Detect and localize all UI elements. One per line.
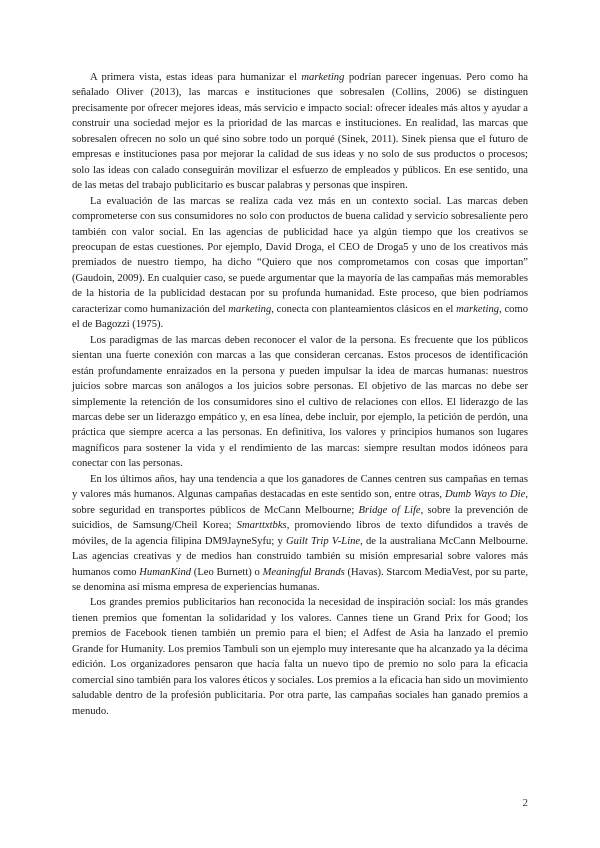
italic-text-run: HumanKind bbox=[139, 566, 192, 578]
text-run: (Leo Burnett) o bbox=[191, 566, 263, 578]
text-run: (Havas). Starcom MediaVest, por su parte, se denomina así misma empresa de experiencias humanas. bbox=[72, 566, 528, 593]
paragraph-2 bbox=[72, 194, 528, 333]
paragraph-5 bbox=[72, 595, 528, 719]
italic-text-run: marketing bbox=[301, 72, 345, 83]
text-run: Los grandes premios publicitarios han reconocida la necesidad de inspiración social: los más grandes tienen premios que fomentan la solidaridad y los valores. Cannes tiene un Grand Prix for Good; los premios de Facebook tienen también un premio para el bien; el Adfest de Asia ha lanzado el premio Grande for Humanity. Los premios Tambuli son un ejemplo muy interesante que ha alcanzado ya la décima edición. Los organizadores pensaron que hacía falta un nuevo tipo de premio no solo para la eficacia comercial sino también para los valores éticos y sociales. Los premios a la eficacia han sido un movimiento saludable dentro de la profesión publicitaria. Por otra parte, las campañas sociales han ganado premios a menudo. bbox=[72, 597, 528, 717]
page-number: 2 bbox=[522, 797, 528, 809]
text-run: En los últimos años, hay una tendencia a que los ganadores de Cannes centren sus campañas en temas y valores más humanos. Algunas campañas destacadas en este sentido son, entre otras, bbox=[72, 473, 528, 501]
text-run: podrían parecer ingenuas. Pero como ha señalado Oliver (2013), las marcas e instituciones que sobresalen (Collins, 2006) se distinguen precisamente por ofrecer mejores ideas, más servicio e impacto social: ofrecer ideales más altos y ayudar a construir una sociedad mejor es la prioridad de las marcas e instituciones. En realidad, las marcas que sobresalen ofrecen no solo un qué sino sobre todo un porqué (Sinek, 2011). Sinek piensa que el futuro de empresas e instituciones pasa por mejorar la calidad de sus ideas y no solo de sus productos o procesos; solo las ideas con calado conseguirán movilizar el esfuerzo de empleados y públicos. En ese sentido, una de las metas del trabajo publicitario es buscar palabras y personas que inspiren. bbox=[72, 72, 529, 192]
italic-text-run: Guilt Trip V-Line bbox=[286, 535, 361, 547]
document-page bbox=[72, 70, 528, 719]
text-run: , sobre seguridad en transportes públicos de McCann Melbourne; bbox=[72, 489, 528, 516]
text-run: La evaluación de las marcas se realiza cada vez más en un contexto social. Las marcas deben comprometerse con sus consumidores no solo con productos de buena calidad y servicio sobresaliente pero también con valor social. En las agencias de publicidad hace ya algún tiempo que los creativos se preocupan de estas cuestiones. Por ejemplo, David Droga, el CEO de Droga5 y uno de los creativos más premiados de nuestro tiempo, ha dicho “Quiero que nos comprometamos con cosas que importan” (Gaudoin, 2009). En cualquier caso, se puede argumentar que la mayoría de las campañas más memorables de la historia de la publicidad destacan por su profunda humanidad. Este proceso, que bien podríamos caracterizar como humanización del bbox=[72, 195, 528, 315]
text-run: , conecta con planteamientos clásicos en el bbox=[271, 303, 457, 315]
text-run: , promoviendo libros de texto difundidos a través de móviles, de la agencia filipina DM9JayneSyfu; y bbox=[72, 520, 528, 547]
text-run: , de la australiana McCann Melbourne. Las agencias creativas y de medios han construido también su misión empresarial sobre valores más humanos como bbox=[72, 535, 528, 578]
italic-text-run: Meaningful Brands bbox=[262, 566, 345, 578]
text-run: , como el de Bagozzi (1975). bbox=[72, 303, 528, 331]
paragraph-4 bbox=[72, 472, 528, 596]
italic-text-run: Smarttxtbks bbox=[236, 520, 287, 532]
text-run: A primera vista, estas ideas para humanizar el bbox=[90, 72, 302, 83]
paragraph-1 bbox=[72, 70, 528, 194]
text-run: , sobre la prevención de suicidios, de Samsung/Cheil Korea; bbox=[72, 504, 528, 532]
italic-text-run: marketing bbox=[228, 303, 272, 315]
text-run: Los paradigmas de las marcas deben reconocer el valor de la persona. Es frecuente que los públicos sientan una fuerte conexión con marcas a las que consideran cercanas. Estos procesos de identificación están profundamente enraizados en la persona y pueden impulsar la idea de marcas humanas: nuestros juicios sobre marcas son análogos a los juicios sobre personas. El objetivo de las marcas no debe ser simplemente la retención de los consumidores sino el cultivo de relaciones con ellos. El liderazgo de las marcas debe ser un liderazgo empático y, en esa línea, debe incluir, por ejemplo, la petición de perdón, una práctica que siempre acerca a las personas. En definitiva, los valores y principios humanos son lugares magníficos para sostener la vida y el rendimiento de las marcas: siempre resultan modos idóneos para conectar con las personas. bbox=[72, 334, 528, 470]
italic-text-run: Bridge of Life bbox=[358, 504, 421, 516]
italic-text-run: marketing bbox=[456, 303, 500, 315]
paragraph-3 bbox=[72, 333, 528, 472]
italic-text-run: Dumb Ways to Die bbox=[445, 489, 526, 501]
